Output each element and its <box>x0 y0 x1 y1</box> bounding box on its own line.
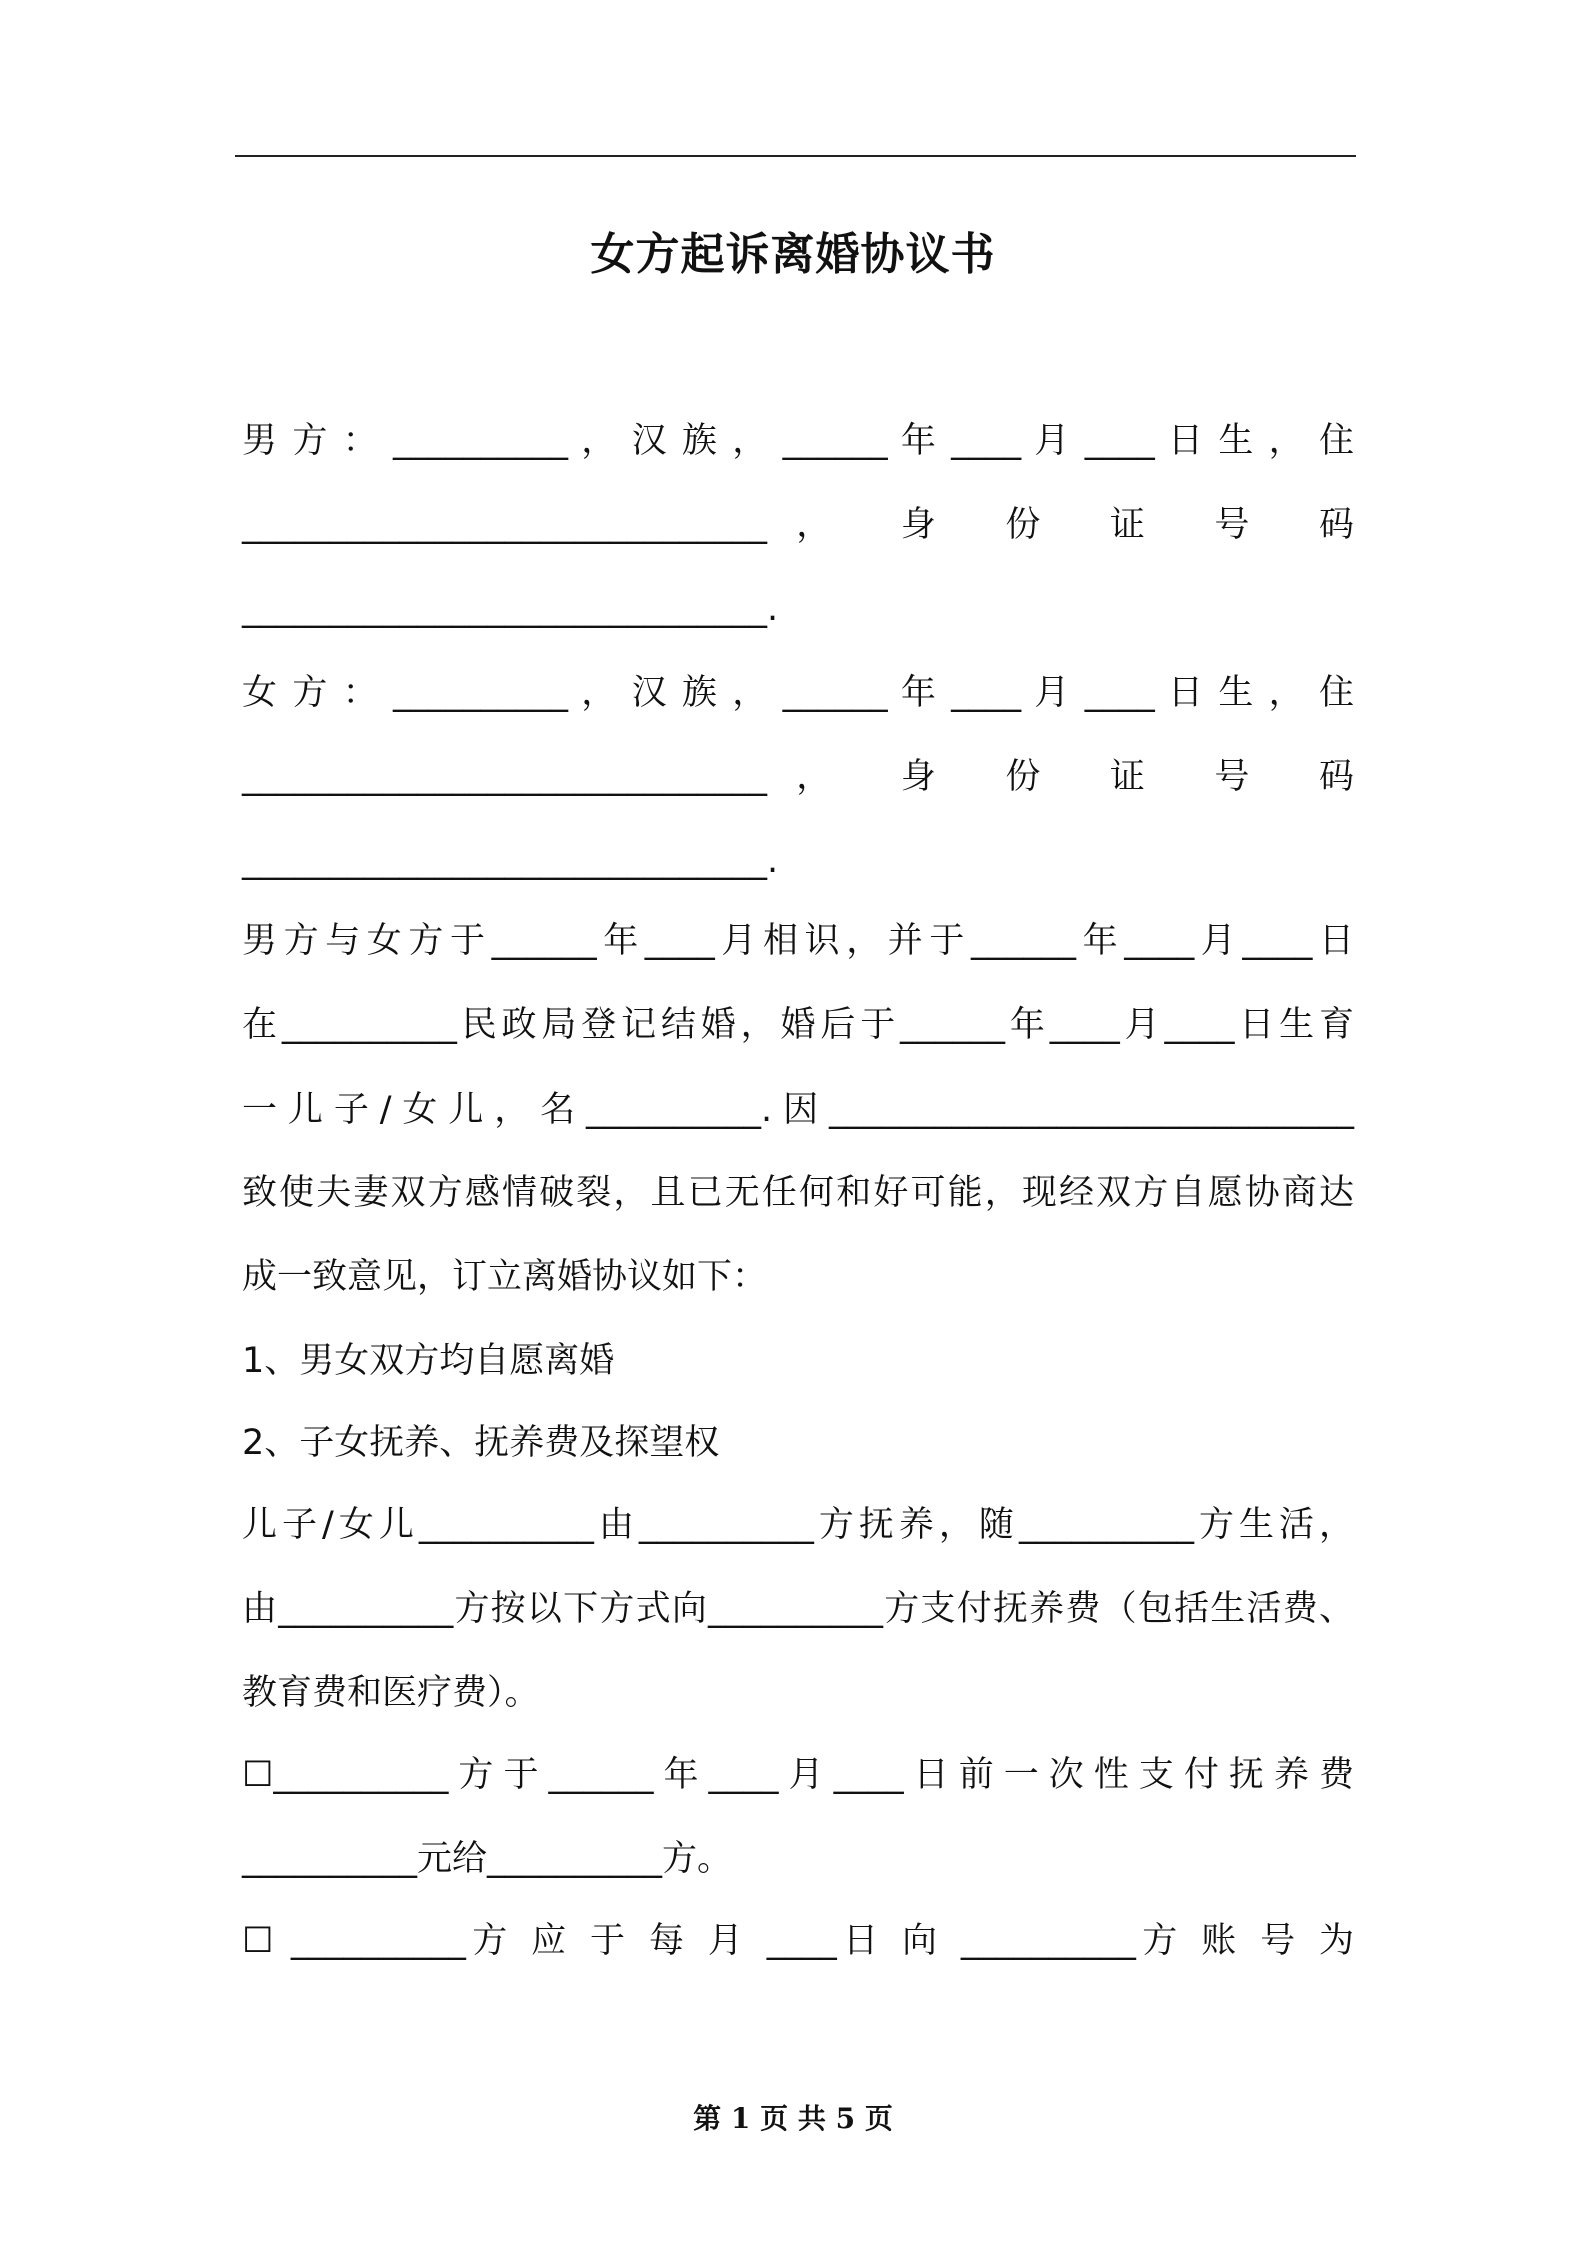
female-info-line-2: ______________________________， 身 份 证 号 码 <box>242 757 1354 797</box>
marriage-paragraph-line-2: 在__________民政局登记结婚，婚后于______年____月____日生育 <box>242 1005 1354 1045</box>
male-info-line-1: 男 方 ： __________ ， 汉 族 ， ______ 年 ____ 月 ____ 日 生 ， 住 <box>242 421 1354 461</box>
option-lump-sum-line-2: __________元给__________方。 <box>242 1839 733 1879</box>
marriage-paragraph-line-3: 一儿子/女儿，名__________.因______________________________ <box>242 1090 1354 1130</box>
document-title: 女方起诉离婚协议书 <box>590 229 996 280</box>
marriage-paragraph-line-5: 成一致意见，订立离婚协议如下： <box>242 1257 768 1297</box>
male-info-line-2: ______________________________， 身 份 证 号 码 <box>242 505 1354 545</box>
marriage-paragraph-line-4: 致使夫妻双方感情破裂，且已无任何和好可能，现经双方自愿协商达 <box>242 1173 1354 1213</box>
female-info-line-3: ______________________________. <box>242 841 779 881</box>
clause-2-heading: 2、子女抚养、抚养费及探望权 <box>242 1423 720 1463</box>
female-info-line-1: 女 方 ： __________ ， 汉 族 ， ______ 年 ____ 月 ____ 日 生 ， 住 <box>242 673 1354 713</box>
marriage-paragraph-line-1: 男方与女方于______年____月相识，并于______年____月____日 <box>242 921 1354 961</box>
male-info-line-3: ______________________________. <box>242 589 779 629</box>
page-footer: 第 1 页 共 5 页 <box>693 2102 893 2135</box>
custody-line-3: 教育费和医疗费）。 <box>242 1673 540 1713</box>
option-monthly-line-1: ☐ __________方 应 于 每 月 ____日 向 __________方 账 号 为 <box>242 1921 1354 1961</box>
custody-line-1: 儿子/女儿__________由__________方抚养，随__________方生活， <box>242 1505 1354 1545</box>
custody-line-2: 由__________方按以下方式向__________方支付抚养费（包括生活费、 <box>242 1589 1354 1629</box>
header-rule <box>235 155 1356 157</box>
clause-1: 1、男女双方均自愿离婚 <box>242 1341 615 1381</box>
option-lump-sum-line-1: ☐__________方于______年____月____日前一次性支付抚养费 <box>242 1755 1354 1795</box>
